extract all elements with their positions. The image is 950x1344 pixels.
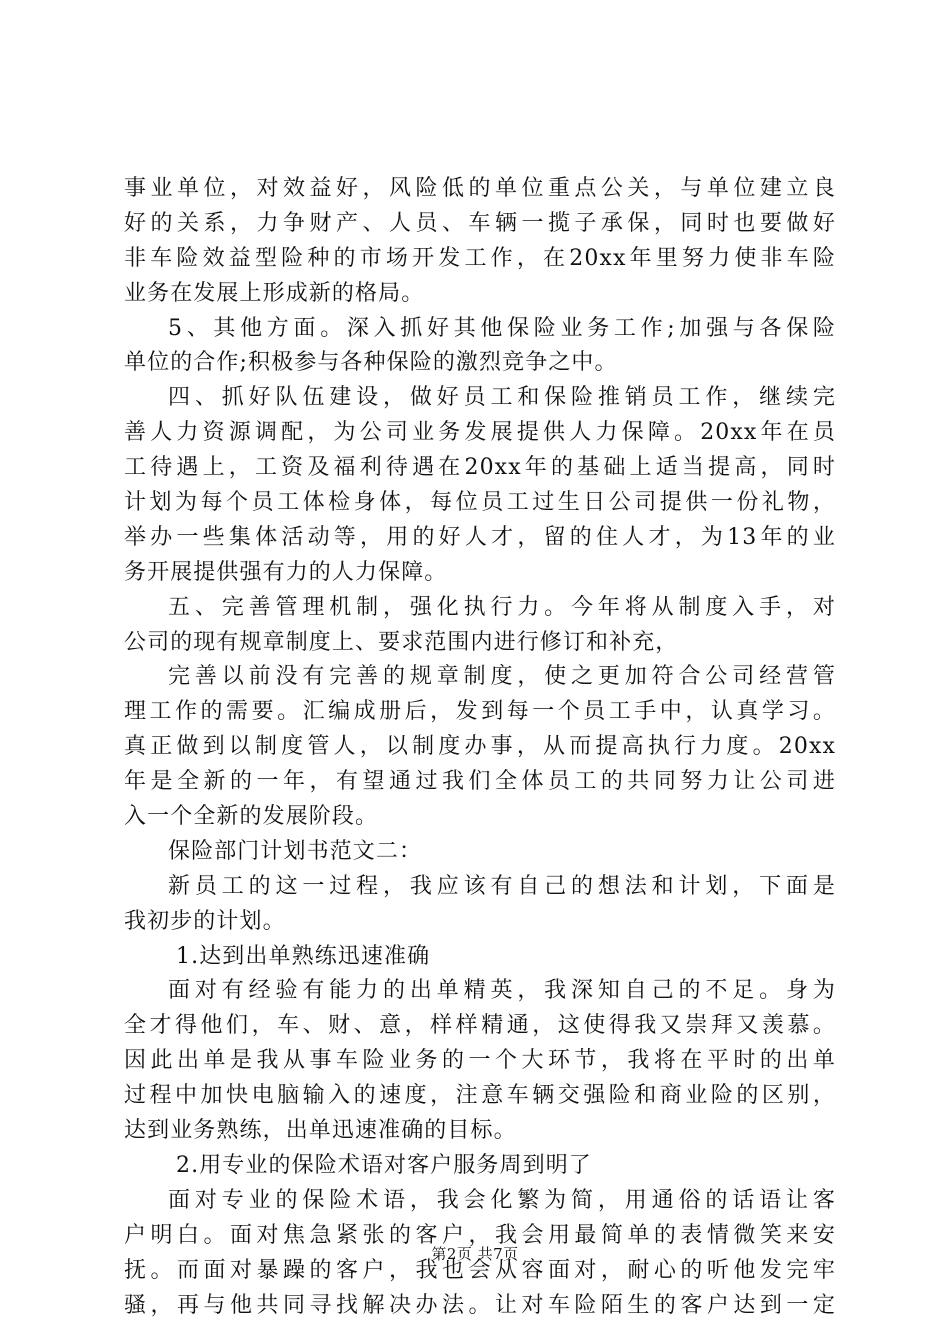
text-line: 工待遇上，工资及福利待遇在20xx年的基础上适当提高，同时 — [124, 455, 836, 481]
numbered-heading: 2.用专业的保险术语对客户服务周到明了 — [176, 1152, 592, 1178]
text-line: 非车险效益型险种的市场开发工作，在20xx年里努力使非车险 — [124, 245, 836, 271]
text-line: 善人力资源调配，为公司业务发展提供人力保障。20xx年在员 — [124, 420, 836, 446]
page-indicator: 第2页 共7页 — [431, 1245, 519, 1263]
text-line: 骚，再与他共同寻找解决办法。让对车险陌生的客户达到一定 — [124, 1292, 836, 1318]
text-line: 我初步的计划。 — [124, 908, 286, 934]
text-line: 完善以前没有完善的规章制度，使之更加符合公司经营管 — [168, 664, 836, 690]
text-line: 过程中加快电脑输入的速度，注意车辆交强险和商业险的区别， — [124, 1083, 836, 1109]
text-line: 达到业务熟练，出单迅速准确的目标。 — [124, 1118, 517, 1144]
text-line: 入一个全新的发展阶段。 — [124, 804, 379, 830]
text-line: 好的关系，力争财产、人员、车辆一揽子承保，同时也要做好 — [124, 210, 836, 236]
text-line: 业务在发展上形成新的格局。 — [124, 280, 425, 306]
text-line: 单位的合作;积极参与各种保险的激烈竞争之中。 — [124, 350, 618, 376]
section-heading: 保险部门计划书范文二： — [168, 838, 423, 864]
text-line: 抚。而面对暴躁的客户，我也会从容面对，耐心的听他发完牢 — [124, 1257, 836, 1283]
text-line: 五、完善管理机制，强化执行力。今年将从制度入手，对 — [168, 594, 836, 620]
text-line: 户明白。面对焦急紧张的客户，我会用最简单的表情微笑来安 — [124, 1222, 836, 1248]
text-line: 公司的现有规章制度上、要求范围内进行修订和补充， — [124, 629, 679, 655]
text-line: 面对专业的保险术语，我会化繁为简，用通俗的话语让客 — [168, 1187, 836, 1213]
text-line: 面对有经验有能力的出单精英，我深知自己的不足。身为 — [168, 978, 836, 1004]
text-line: 理工作的需要。汇编成册后，发到每一个员工手中，认真学习。 — [124, 699, 836, 725]
text-line: 计划为每个员工体检身体，每位员工过生日公司提供一份礼物， — [124, 490, 836, 516]
text-line: 5、其他方面。深入抓好其他保险业务工作;加强与各保险 — [168, 315, 836, 341]
text-line: 事业单位，对效益好，风险低的单位重点公关，与单位建立良 — [124, 176, 836, 201]
text-line: 因此出单是我从事车险业务的一个大环节，我将在平时的出单 — [124, 1048, 836, 1074]
text-line: 四、抓好队伍建设，做好员工和保险推销员工作，继续完 — [168, 385, 836, 411]
text-line: 新员工的这一过程，我应该有自己的想法和计划，下面是 — [168, 873, 836, 899]
text-line: 举办一些集体活动等，用的好人才，留的住人才，为13年的业 — [124, 524, 836, 550]
text-line: 真正做到以制度管人，以制度办事，从而提高执行力度。20xx — [124, 734, 836, 760]
document-body — [124, 172, 836, 1323]
numbered-heading: 1.达到出单熟练迅速准确 — [176, 943, 431, 969]
text-line: 务开展提供强有力的人力保障。 — [124, 559, 448, 585]
text-line: 全才得他们，车、财、意，样样精通，这使得我又崇拜又羡慕。 — [124, 1013, 836, 1039]
text-line: 年是全新的一年，有望通过我们全体员工的共同努力让公司进 — [124, 769, 836, 795]
